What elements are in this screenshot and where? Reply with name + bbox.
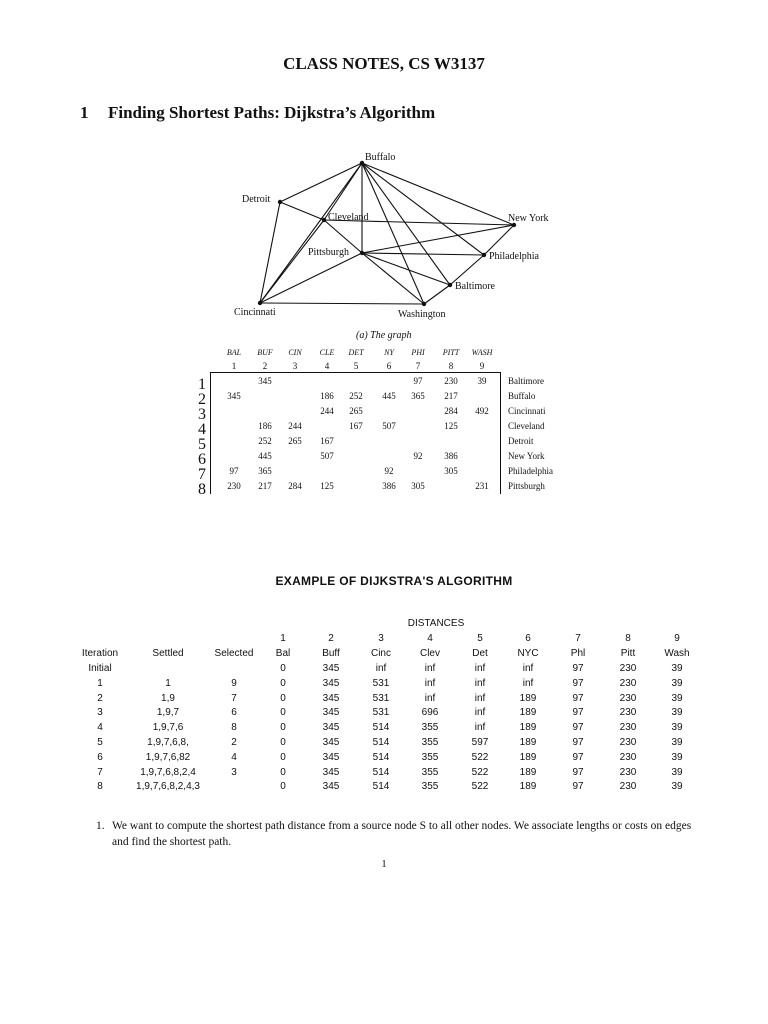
adjacency-cell: 217 xyxy=(444,391,458,401)
graph-label-washington: Washington xyxy=(398,309,446,320)
dijkstra-distance-cell: inf xyxy=(375,663,387,674)
graph-edge-pittsburgh-philadelphia xyxy=(362,253,484,255)
adjacency-cell: 186 xyxy=(320,391,334,401)
dijkstra-distance-cell: 514 xyxy=(372,751,390,763)
adjacency-row-index: 4 xyxy=(198,421,206,438)
adjacency-cell: 39 xyxy=(477,376,487,386)
graph-edge-pittsburgh-new-york xyxy=(362,225,514,253)
dijkstra-distance-cell: 355 xyxy=(421,737,439,748)
adjacency-cell: 507 xyxy=(320,451,334,461)
document-title: CLASS NOTES, CS W3137 xyxy=(283,54,485,73)
dijkstra-distance-cell: 230 xyxy=(619,766,637,778)
adjacency-row-index: 1 xyxy=(198,376,206,393)
graph-edge-buffalo-cincinnati xyxy=(260,163,362,303)
dijkstra-col-number: 7 xyxy=(575,633,581,644)
adjacency-row-city: Cincinnati xyxy=(508,406,546,416)
dijkstra-distance-cell: 0 xyxy=(280,737,286,748)
adjacency-cell: 244 xyxy=(288,421,302,431)
adjacency-row-city: Detroit xyxy=(508,436,534,446)
dijkstra-distance-cell: 345 xyxy=(322,722,340,734)
header-city: Buff xyxy=(322,648,340,659)
adjacency-cell: 386 xyxy=(444,451,458,461)
adjacency-cell: 445 xyxy=(258,451,272,461)
header-city: Wash xyxy=(664,648,690,659)
adjacency-col-abbrev: DET xyxy=(348,348,364,357)
dijkstra-distance-cell: inf xyxy=(522,677,534,689)
dijkstra-distance-cell: 97 xyxy=(572,707,584,719)
graph-label-buffalo: Buffalo xyxy=(365,152,396,163)
adjacency-cell: 265 xyxy=(349,406,363,416)
dijkstra-iteration-cell: 1 xyxy=(97,677,103,689)
dijkstra-distance-cell: inf xyxy=(474,707,486,719)
header-city: Clev xyxy=(419,648,441,659)
dijkstra-distance-cell: 597 xyxy=(471,737,489,748)
adjacency-col-abbrev: CLE xyxy=(319,348,335,357)
graph-label-cincinnati: Cincinnati xyxy=(234,307,276,318)
dijkstra-col-number: 6 xyxy=(525,633,531,644)
dijkstra-iteration-cell: 3 xyxy=(97,707,103,719)
dijkstra-distance-cell: 189 xyxy=(519,751,537,763)
dijkstra-distance-cell: 355 xyxy=(421,751,439,763)
adjacency-cell: 345 xyxy=(258,376,272,386)
dijkstra-iteration-cell: 4 xyxy=(97,722,103,734)
adjacency-cell: 217 xyxy=(258,481,272,491)
dijkstra-distance-cell: 97 xyxy=(572,766,584,778)
dijkstra-distance-cell: 189 xyxy=(519,737,537,748)
dijkstra-settled-cell: 1 xyxy=(165,677,171,689)
section-title: Finding Shortest Paths: Dijkstra’s Algorithm xyxy=(108,103,436,122)
dijkstra-distance-cell: 345 xyxy=(322,663,340,674)
dijkstra-distance-cell: 514 xyxy=(372,737,390,748)
dijkstra-distance-cell: 230 xyxy=(619,663,637,674)
adjacency-cell: 365 xyxy=(258,466,272,476)
dijkstra-distance-cell: 39 xyxy=(671,751,683,763)
graph-edge-detroit-cincinnati xyxy=(260,202,280,303)
dijkstra-distance-cell: 345 xyxy=(322,751,340,763)
header-city: Phl xyxy=(570,648,586,659)
dijkstra-distance-cell: 97 xyxy=(572,692,584,704)
dijkstra-distance-cell: 189 xyxy=(519,781,537,793)
dijkstra-distance-cell: 531 xyxy=(372,692,390,704)
dijkstra-settled-cell: 1,9,7 xyxy=(156,707,180,719)
dijkstra-distance-cell: 189 xyxy=(519,766,537,778)
graph-label-baltimore: Baltimore xyxy=(455,281,495,292)
graph-label-new-york: New York xyxy=(508,213,549,224)
adjacency-row-index: 3 xyxy=(198,406,206,423)
note-list-item xyxy=(96,818,700,850)
adjacency-col-number: 1 xyxy=(231,361,237,371)
dijkstra-distance-cell: 345 xyxy=(322,737,340,748)
dijkstra-distance-cell: 230 xyxy=(619,692,637,704)
dijkstra-settled-cell: 1,9,7,6,8,2,4,3 xyxy=(136,781,200,793)
dijkstra-iteration-cell: 8 xyxy=(97,781,103,793)
adjacency-cell: 167 xyxy=(349,421,363,431)
adjacency-row-city: Buffalo xyxy=(508,391,536,401)
dijkstra-distance-cell: 39 xyxy=(671,692,683,704)
dijkstra-col-number: 8 xyxy=(625,633,631,644)
adjacency-cell: 186 xyxy=(258,421,272,431)
adjacency-cell: 167 xyxy=(320,436,334,446)
adjacency-right-rule xyxy=(500,372,501,494)
dijkstra-distance-cell: 514 xyxy=(372,766,390,778)
adjacency-cell: 284 xyxy=(288,481,302,491)
dijkstra-selected-cell: 3 xyxy=(231,766,237,778)
adjacency-col-number: 6 xyxy=(386,361,392,371)
dijkstra-col-number: 9 xyxy=(674,633,680,644)
graph-edge-detroit-cleveland xyxy=(280,202,324,220)
dijkstra-distance-cell: 345 xyxy=(322,781,340,793)
graph-node-baltimore xyxy=(448,283,452,287)
header-city: Bal xyxy=(275,648,291,659)
dijkstra-distance-cell: 97 xyxy=(572,737,584,748)
dijkstra-distance-cell: inf xyxy=(474,692,486,704)
dijkstra-distance-cell: inf xyxy=(522,663,534,674)
dijkstra-distance-cell: 345 xyxy=(322,692,340,704)
dijkstra-distance-cell: 39 xyxy=(671,766,683,778)
adjacency-row-index: 7 xyxy=(198,466,206,483)
dijkstra-distance-cell: 97 xyxy=(572,663,584,674)
dijkstra-settled-cell: 1,9,7,6 xyxy=(152,722,184,734)
header-settled: Settled xyxy=(152,648,184,659)
adjacency-col-abbrev: BUF xyxy=(257,348,273,357)
dijkstra-distance-cell: 0 xyxy=(280,751,286,763)
graph-edge-cincinnati-washington xyxy=(260,303,424,304)
dijkstra-selected-cell: 9 xyxy=(231,677,237,689)
adjacency-cell: 125 xyxy=(320,481,334,491)
adjacency-cell: 92 xyxy=(413,451,423,461)
adjacency-col-number: 2 xyxy=(262,361,268,371)
adjacency-cell: 231 xyxy=(475,481,489,491)
graph-node-detroit xyxy=(278,200,282,204)
dijkstra-distance-cell: inf xyxy=(424,692,436,704)
dijkstra-col-number: 1 xyxy=(280,633,286,644)
dijkstra-distance-cell: 345 xyxy=(322,677,340,689)
header-city: NYC xyxy=(517,648,539,659)
header-city: Pitt xyxy=(620,648,636,659)
note-number: 1. xyxy=(96,820,105,832)
dijkstra-distance-cell: 39 xyxy=(671,722,683,734)
dijkstra-distance-cell: 189 xyxy=(519,707,537,719)
dijkstra-example-title: EXAMPLE OF DIJKSTRA'S ALGORITHM xyxy=(275,574,513,588)
distances-label: DISTANCES xyxy=(407,618,465,629)
dijkstra-iteration-cell: 6 xyxy=(97,751,103,763)
adjacency-cell: 445 xyxy=(382,391,396,401)
graph-node-pittsburgh xyxy=(360,251,364,255)
adjacency-table xyxy=(196,344,568,496)
adjacency-cell: 492 xyxy=(475,406,489,416)
header-selected: Selected xyxy=(214,648,254,659)
adjacency-row-city: Philadelphia xyxy=(508,466,553,476)
dijkstra-distance-cell: 230 xyxy=(619,677,637,689)
dijkstra-col-number: 2 xyxy=(328,633,334,644)
dijkstra-distance-cell: 531 xyxy=(372,707,390,719)
adjacency-col-abbrev: BAL xyxy=(226,348,242,357)
adjacency-col-number: 9 xyxy=(479,361,485,371)
dijkstra-distance-cell: 531 xyxy=(372,677,390,689)
dijkstra-distance-cell: 0 xyxy=(280,781,286,793)
adjacency-cell: 305 xyxy=(444,466,458,476)
adjacency-row-city: Baltimore xyxy=(508,376,544,386)
graph-edge-cleveland-cincinnati xyxy=(260,220,324,303)
dijkstra-distance-cell: 0 xyxy=(280,766,286,778)
adjacency-cell: 305 xyxy=(411,481,425,491)
adjacency-cell: 345 xyxy=(227,391,241,401)
dijkstra-selected-cell: 6 xyxy=(231,707,237,719)
adjacency-col-abbrev: NY xyxy=(384,348,394,357)
dijkstra-distance-cell: 0 xyxy=(280,722,286,734)
adjacency-row-index: 5 xyxy=(198,436,206,453)
dijkstra-distance-cell: 97 xyxy=(572,751,584,763)
adjacency-cell: 386 xyxy=(382,481,396,491)
graph-caption: (a) The graph xyxy=(356,330,412,341)
graph-edge-buffalo-detroit xyxy=(280,163,362,202)
adjacency-cell: 97 xyxy=(229,466,239,476)
dijkstra-iteration-cell: 7 xyxy=(97,766,103,778)
dijkstra-distance-cell: 189 xyxy=(519,722,537,734)
graph-label-pittsburgh: Pittsburgh xyxy=(308,247,349,258)
dijkstra-distance-cell: 39 xyxy=(671,677,683,689)
graph-edge-washington-baltimore xyxy=(424,285,450,304)
dijkstra-distance-cell: 39 xyxy=(671,707,683,719)
dijkstra-col-number: 4 xyxy=(427,633,433,644)
adjacency-row-index: 8 xyxy=(198,481,206,498)
dijkstra-distance-cell: 514 xyxy=(372,781,390,793)
adjacency-cell: 507 xyxy=(382,421,396,431)
dijkstra-iteration-cell: 5 xyxy=(97,737,103,748)
graph-edge-buffalo-philadelphia xyxy=(362,163,484,255)
adjacency-col-abbrev: CIN xyxy=(288,348,302,357)
adjacency-header-rule xyxy=(210,372,500,373)
graph-edge-pittsburgh-baltimore xyxy=(362,253,450,285)
dijkstra-settled-cell: 1,9,7,6,8,2,4 xyxy=(140,766,196,778)
adjacency-cell: 125 xyxy=(444,421,458,431)
adjacency-cell: 252 xyxy=(349,391,363,401)
adjacency-left-rule xyxy=(210,372,211,494)
adjacency-cell: 230 xyxy=(444,376,458,386)
dijkstra-distance-cell: 514 xyxy=(372,722,390,734)
graph-node-cleveland xyxy=(322,218,326,222)
adjacency-row-city: Pittsburgh xyxy=(508,481,545,491)
adjacency-col-number: 7 xyxy=(415,361,421,371)
city-graph-figure xyxy=(228,145,568,345)
adjacency-cell: 244 xyxy=(320,406,334,416)
adjacency-col-abbrev: PITT xyxy=(442,348,460,357)
dijkstra-settled-cell: 1,9,7,6,8, xyxy=(147,737,189,748)
adjacency-col-number: 8 xyxy=(448,361,454,371)
dijkstra-distance-cell: inf xyxy=(424,663,436,674)
dijkstra-distance-cell: 355 xyxy=(421,781,439,793)
dijkstra-selected-cell: 7 xyxy=(231,692,237,704)
graph-label-cleveland: Cleveland xyxy=(328,212,369,223)
dijkstra-distance-cell: 230 xyxy=(619,737,637,748)
graph-node-washington xyxy=(422,302,426,306)
adjacency-cell: 252 xyxy=(258,436,272,446)
header-city: Det xyxy=(472,648,488,659)
dijkstra-distance-cell: inf xyxy=(474,663,486,674)
dijkstra-distance-cell: 39 xyxy=(671,663,683,674)
note-text: We want to compute the shortest path distance from a source node S to all other nodes. We associate lengths or costs on edges and find the shortest path. xyxy=(112,820,692,848)
graph-label-detroit: Detroit xyxy=(242,194,271,205)
dijkstra-distance-cell: 0 xyxy=(280,707,286,719)
dijkstra-distance-cell: 189 xyxy=(519,692,537,704)
adjacency-col-number: 4 xyxy=(324,361,330,371)
adjacency-cell: 265 xyxy=(288,436,302,446)
dijkstra-distance-cell: 230 xyxy=(619,722,637,734)
dijkstra-settled-cell: 1,9 xyxy=(161,692,175,704)
dijkstra-distance-cell: 230 xyxy=(619,781,637,793)
dijkstra-distance-cell: 97 xyxy=(572,781,584,793)
graph-label-philadelphia: Philadelphia xyxy=(489,251,539,262)
dijkstra-distance-cell: 522 xyxy=(471,766,489,778)
header-iteration: Iteration xyxy=(81,648,119,659)
adjacency-col-number: 3 xyxy=(292,361,298,371)
dijkstra-distance-cell: inf xyxy=(474,722,486,734)
dijkstra-selected-cell: 2 xyxy=(231,737,237,748)
dijkstra-distance-cell: 345 xyxy=(322,707,340,719)
dijkstra-distance-cell: 355 xyxy=(421,766,439,778)
graph-edge-pittsburgh-washington xyxy=(362,253,424,304)
dijkstra-settled-cell: 1,9,7,6,82 xyxy=(145,751,191,763)
graph-node-philadelphia xyxy=(482,253,486,257)
dijkstra-selected-cell: 4 xyxy=(231,751,237,763)
adjacency-col-number: 5 xyxy=(353,361,359,371)
dijkstra-distance-cell: 230 xyxy=(619,707,637,719)
dijkstra-distance-cell: 0 xyxy=(280,677,286,689)
adjacency-col-abbrev: WASH xyxy=(471,348,493,357)
dijkstra-distance-cell: inf xyxy=(424,677,436,689)
section-number: 1 xyxy=(80,103,89,122)
dijkstra-iteration-cell: Initial xyxy=(88,663,112,674)
header-city: Cinc xyxy=(370,648,392,659)
adjacency-row-index: 2 xyxy=(198,391,206,408)
page-number: 1 xyxy=(381,858,387,870)
adjacency-cell: 284 xyxy=(444,406,458,416)
dijkstra-distance-cell: 39 xyxy=(671,737,683,748)
dijkstra-distance-cell: 522 xyxy=(471,751,489,763)
adjacency-row-city: Cleveland xyxy=(508,421,545,431)
graph-node-buffalo xyxy=(360,161,364,165)
adjacency-row-city: New York xyxy=(508,451,545,461)
dijkstra-distance-cell: 345 xyxy=(322,766,340,778)
dijkstra-distance-cell: 696 xyxy=(421,707,439,719)
dijkstra-selected-cell: 8 xyxy=(231,722,237,734)
dijkstra-col-number: 3 xyxy=(378,633,384,644)
adjacency-cell: 365 xyxy=(411,391,425,401)
dijkstra-distance-cell: 230 xyxy=(619,751,637,763)
adjacency-cell: 97 xyxy=(413,376,423,386)
dijkstra-distance-cell: 39 xyxy=(671,781,683,793)
adjacency-col-abbrev: PHI xyxy=(411,348,425,357)
dijkstra-distance-cell: 0 xyxy=(280,663,286,674)
dijkstra-distance-cell: 522 xyxy=(471,781,489,793)
dijkstra-col-number: 5 xyxy=(477,633,483,644)
adjacency-cell: 230 xyxy=(227,481,241,491)
graph-node-cincinnati xyxy=(258,301,262,305)
dijkstra-distance-cell: 97 xyxy=(572,722,584,734)
adjacency-cell: 92 xyxy=(384,466,394,476)
dijkstra-iteration-cell: 2 xyxy=(97,692,103,704)
dijkstra-distance-cell: 355 xyxy=(421,722,439,734)
dijkstra-distance-cell: inf xyxy=(474,677,486,689)
adjacency-row-index: 6 xyxy=(198,451,206,468)
graph-edge-pittsburgh-cincinnati xyxy=(260,253,362,303)
dijkstra-distance-cell: 0 xyxy=(280,692,286,704)
dijkstra-distance-cell: 97 xyxy=(572,677,584,689)
